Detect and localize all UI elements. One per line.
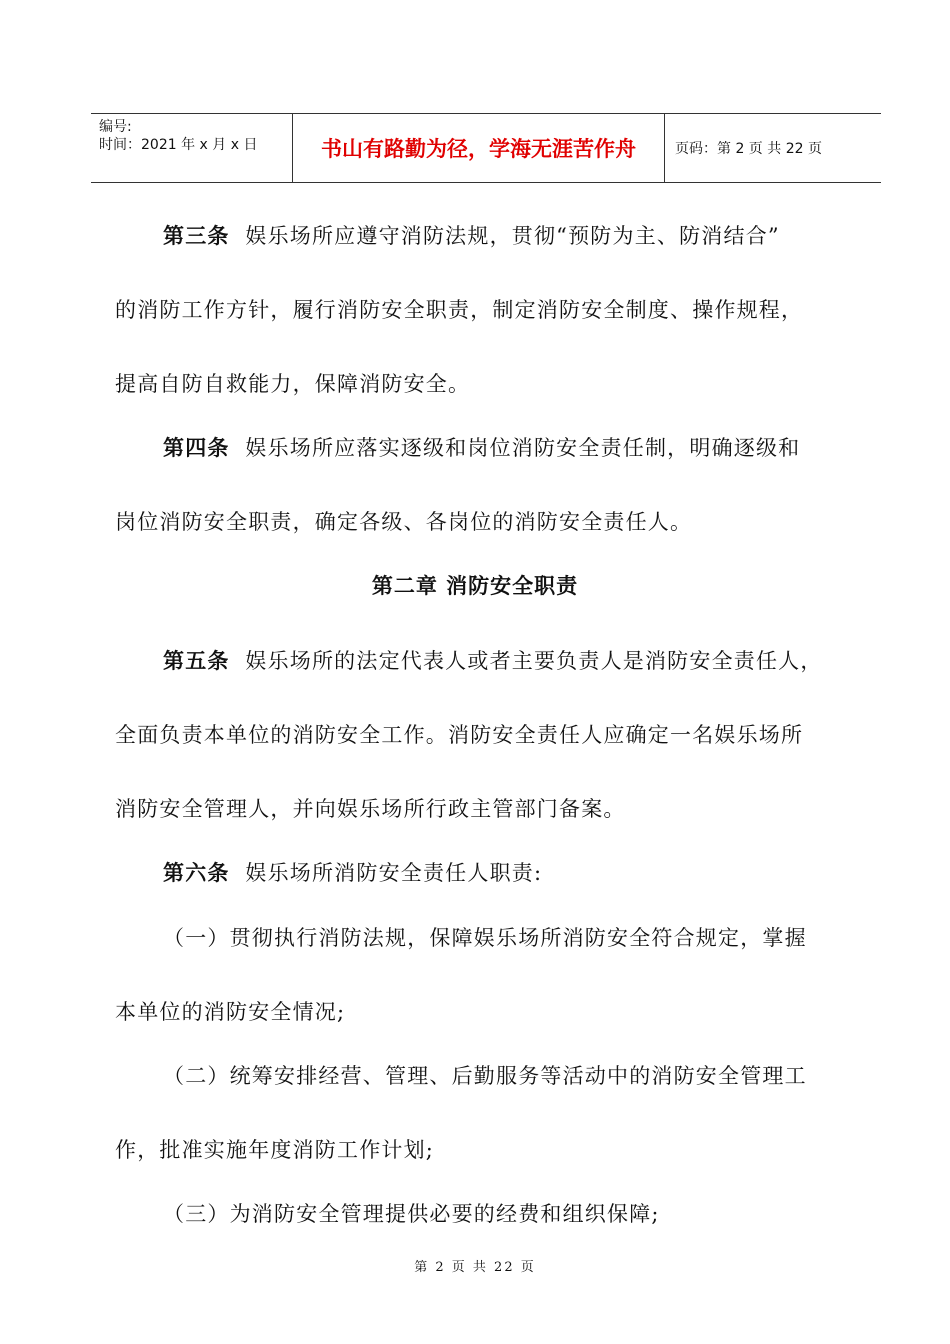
page-header [91, 113, 881, 183]
article-6-title: 第六条 [163, 860, 230, 885]
item-3-line-1: （三）为消防安全管理提供必要的经费和组织保障; [163, 1202, 660, 1226]
article-4-line-1: 第四条 娱乐场所应落实逐级和岗位消防安全责任制，明确逐级和 [163, 435, 801, 460]
page-footer: 第 2 页 共 22 页 [414, 1260, 536, 1275]
chapter-heading: 第二章 消防安全职责 [371, 573, 579, 598]
item-2-line-2: 作，批准实施年度消防工作计划; [115, 1138, 435, 1162]
article-5-line-2: 全面负责本单位的消防安全工作。消防安全责任人应确定一名娱乐场所 [115, 723, 804, 747]
article-4-line-2: 岗位消防安全职责，确定各级、各岗位的消防安全责任人。 [115, 510, 693, 534]
header-page-label: 页码：第 2 页 共 22 页 [675, 141, 822, 157]
article-5-title: 第五条 [163, 648, 230, 673]
item-2-line-1: （二）统筹安排经营、管理、后勤服务等活动中的消防安全管理工 [163, 1064, 807, 1088]
article-3-line-2: 的消防工作方针，履行消防安全职责，制定消防安全制度、操作规程， [115, 298, 804, 322]
article-6-line-1: 第六条 娱乐场所消防安全责任人职责: [163, 860, 543, 885]
article-3-line-1: 第三条 娱乐场所应遵守消防法规，贯彻“预防为主、防消结合” [163, 223, 780, 248]
item-1-line-1: （一）贯彻执行消防法规，保障娱乐场所消防安全符合规定，掌握 [163, 926, 807, 950]
header-meta [91, 114, 293, 182]
article-5-line-1: 第五条 娱乐场所的法定代表人或者主要负责人是消防安全责任人， [163, 648, 823, 673]
article-3-title: 第三条 [163, 223, 230, 248]
item-1-line-2: 本单位的消防安全情况; [115, 1000, 346, 1024]
doc-number-label: 编号: [99, 119, 132, 135]
doc-time-label: 时间：2021 年 x 月 x 日 [99, 137, 258, 153]
article-3-line-3: 提高自防自救能力，保障消防安全。 [115, 372, 471, 396]
article-5-line-3: 消防安全管理人，并向娱乐场所行政主管部门备案。 [115, 797, 626, 821]
header-motto: 书山有路勤为径，学海无涯苦作舟 [293, 114, 665, 182]
article-4-title: 第四条 [163, 435, 230, 460]
